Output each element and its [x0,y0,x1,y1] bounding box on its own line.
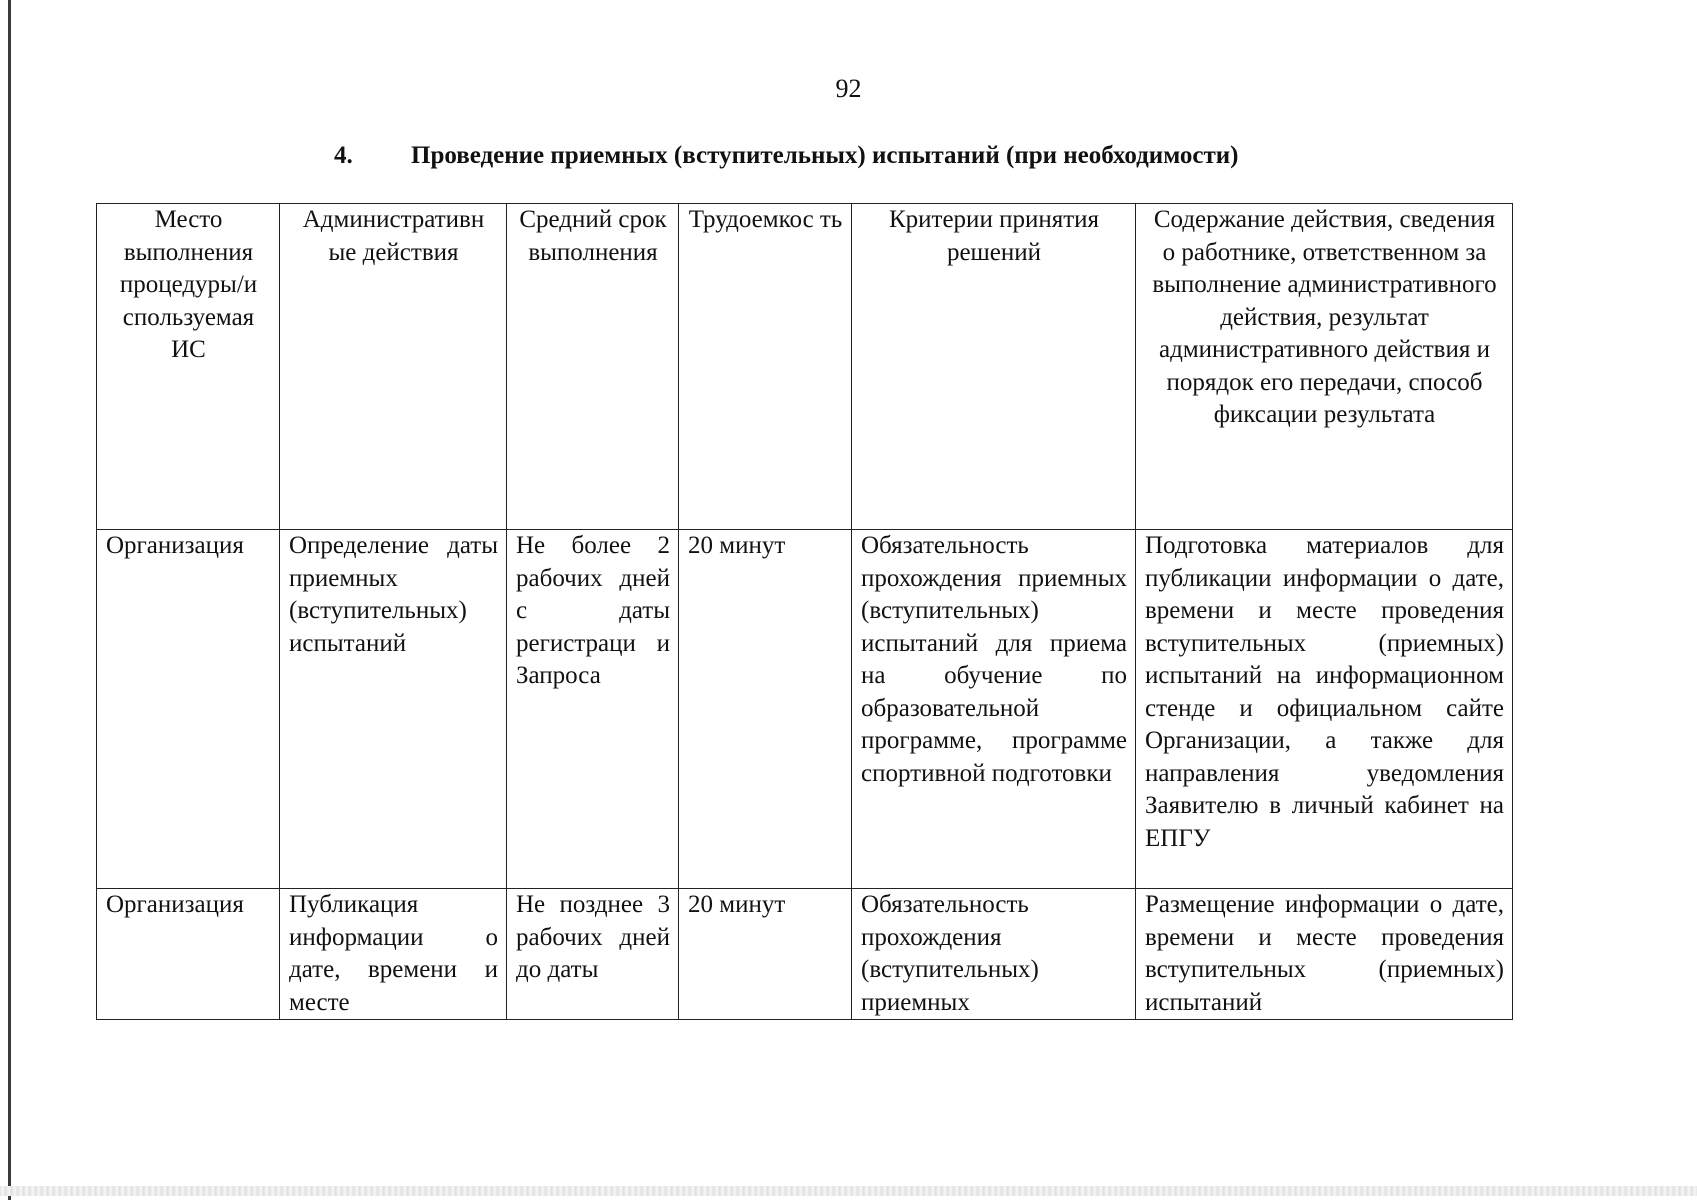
cell-decision-criteria: Обязательность прохождения (вступительных) приемных [852,889,1136,1020]
section-title [334,140,1239,172]
cell-action-content: Размещение информации о дате, времени и месте проведения вступительных (приемных) испытаний [1136,889,1513,1020]
cell-admin-action: Публикация информации о дате, времени и месте [280,889,507,1020]
procedure-table [96,203,1513,1020]
section-number: 4. [334,142,353,169]
scan-left-edge [8,0,11,1200]
scan-bottom-edge [0,1186,1697,1196]
header-decision-criteria: Критерии принятия решений [852,204,1136,530]
cell-place: Организация [97,530,280,889]
cell-avg-term: Не более 2 рабочих дней с даты регистраци и Запроса [507,530,679,889]
cell-admin-action: Определение даты приемных (вступительных) испытаний [280,530,507,889]
section-title-text: Проведение приемных (вступительных) испытаний (при необходимости) [411,142,1239,169]
header-place: Место выполнения процедуры/и спользуемая ИС [97,204,280,530]
header-admin-actions: Административн ые действия [280,204,507,530]
table-header-row [97,204,1513,530]
cell-avg-term: Не позднее 3 рабочих дней до даты [507,889,679,1020]
cell-place: Организация [97,889,280,1020]
table-row [97,530,1513,889]
header-labor-intensity: Трудоемкос ть [679,204,852,530]
cell-labor-intensity: 20 минут [679,530,852,889]
table-row [97,889,1513,1020]
header-avg-term: Средний срок выполнения [507,204,679,530]
cell-labor-intensity: 20 минут [679,889,852,1020]
page-number: 92 [835,74,862,103]
cell-decision-criteria: Обязательность прохождения приемных (вступительных) испытаний для приема на обучение по образовательной программе, программе спортивной подготовки [852,530,1136,889]
cell-action-content: Подготовка материалов для публикации информации о дате, времени и месте проведения вступительных (приемных) испытаний на информационном стенде и официальном сайте Организации, а также для направления уведомления Заявителю в личный кабинет на ЕПГУ [1136,530,1513,889]
header-action-content: Содержание действия, сведения о работнике, ответственном за выполнение административного действия, результат административного действия и порядок его передачи, способ фиксации результата [1136,204,1513,530]
